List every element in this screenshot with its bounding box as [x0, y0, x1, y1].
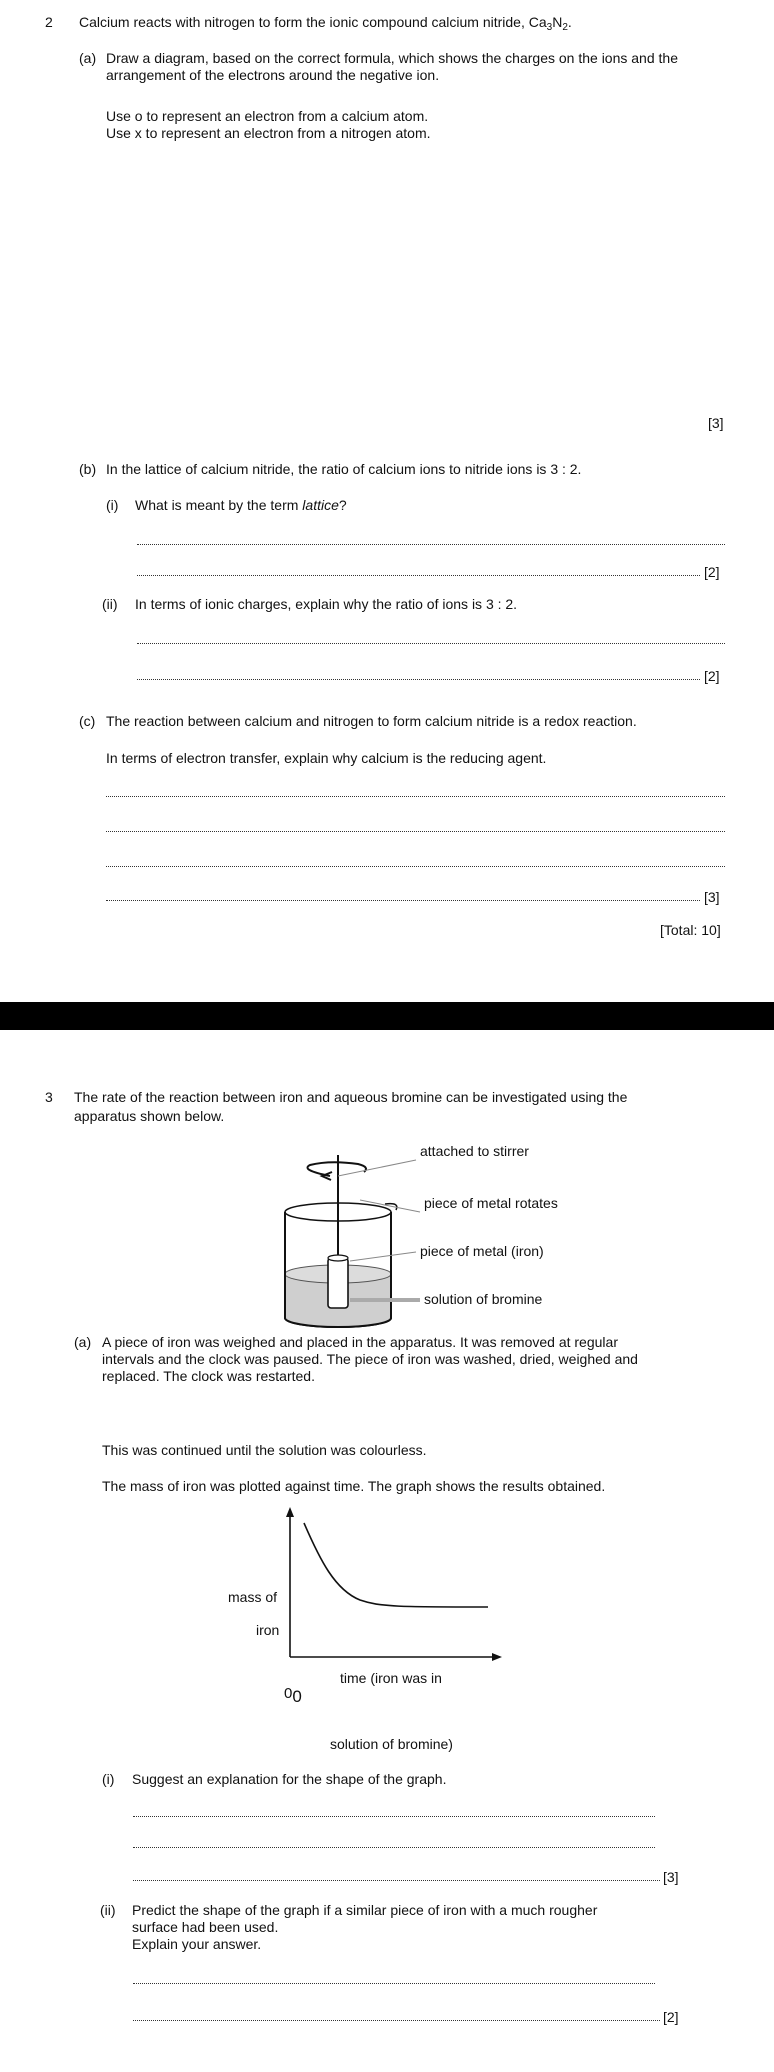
- q2a-line1: Draw a diagram, based on the correct formula, which shows the charges on the ions and the: [106, 50, 678, 66]
- q2c-text: The reaction between calcium and nitrogen to form calcium nitride is a redox reaction.: [106, 713, 637, 729]
- y-axis-arrow: [286, 1507, 294, 1517]
- q3a-label: (a): [74, 1334, 92, 1350]
- q2a-line2: arrangement of the electrons around the negative ion.: [106, 67, 440, 83]
- answer-line[interactable]: [106, 831, 725, 832]
- answer-line[interactable]: [106, 866, 725, 867]
- q3aii-marks: [2]: [663, 2009, 679, 2025]
- q2-intro: Calcium reacts with nitrogen to form the ionic compound calcium nitride, $Ca_3N_2$.: [79, 14, 572, 33]
- answer-line[interactable]: [133, 1816, 655, 1817]
- mass-time-graph: [280, 1505, 510, 1665]
- answer-line[interactable]: [137, 544, 725, 545]
- q3-intro-line2: apparatus shown below.: [74, 1108, 225, 1124]
- mass-curve: [304, 1523, 488, 1607]
- x-axis-arrow: [492, 1653, 502, 1661]
- q2b-label: (b): [79, 461, 97, 477]
- answer-line[interactable]: [133, 1847, 655, 1848]
- q3a-para2: This was continued until the solution was colourless.: [102, 1442, 427, 1458]
- graph-origin: 00: [284, 1685, 302, 1706]
- q3a-line3: replaced. The clock was restarted.: [102, 1368, 315, 1384]
- q3ai-marks: [3]: [663, 1869, 679, 1885]
- answer-line[interactable]: [137, 575, 700, 576]
- q2c-label: (c): [79, 713, 96, 729]
- q2a-use-o: Use o to represent an electron from a calcium atom.: [106, 108, 429, 124]
- q2bii-label: (ii): [102, 596, 118, 612]
- q2bii-marks: [2]: [704, 668, 720, 684]
- graph-ylabel-line2: iron: [256, 1622, 280, 1638]
- q2-total: [Total: 10]: [660, 922, 721, 938]
- answer-line[interactable]: [106, 900, 700, 901]
- q2c-prompt: In terms of electron transfer, explain why calcium is the reducing agent.: [106, 750, 547, 766]
- q3aii-line3: Explain your answer.: [132, 1936, 262, 1952]
- q2a-use-x: Use x to represent an electron from a nitrogen atom.: [106, 125, 431, 141]
- q2bii-question: In terms of ionic charges, explain why the ratio of ions is 3 : 2.: [135, 596, 518, 612]
- answer-line[interactable]: [137, 643, 725, 644]
- q3a-line1: A piece of iron was weighed and placed in the apparatus. It was removed at regular: [102, 1334, 618, 1350]
- q2a-marks: [3]: [708, 415, 724, 431]
- graph-caption: solution of bromine): [330, 1736, 453, 1752]
- q3a-para3: The mass of iron was plotted against time. The graph shows the results obtained.: [102, 1478, 606, 1494]
- graph-ylabel-line1: mass of: [228, 1589, 278, 1605]
- q3aii-line2: surface had been used.: [132, 1919, 279, 1935]
- label-attached-to-stirrer: attached to stirrer: [420, 1143, 529, 1159]
- q2b-text: In the lattice of calcium nitride, the ratio of calcium ions to nitride ions is 3 : 2.: [106, 461, 582, 477]
- q2bi-label: (i): [106, 497, 119, 513]
- answer-line[interactable]: [133, 1983, 655, 1984]
- q3a-line2: intervals and the clock was paused. The piece of iron was washed, dried, weighed and: [102, 1351, 638, 1367]
- q3ai-question: Suggest an explanation for the shape of the graph.: [132, 1771, 447, 1787]
- q3-intro-line1: The rate of the reaction between iron and aqueous bromine can be investigated using the: [74, 1089, 628, 1105]
- graph-xlabel: time (iron was in: [340, 1670, 442, 1686]
- q2a-label: (a): [79, 50, 97, 66]
- q3aii-line1: Predict the shape of the graph if a similar piece of iron with a much rougher: [132, 1902, 598, 1918]
- answer-line[interactable]: [137, 679, 700, 680]
- q2-number: 2: [45, 14, 53, 30]
- answer-line[interactable]: [133, 2020, 660, 2021]
- q2c-marks: [3]: [704, 889, 720, 905]
- label-piece-of-iron: piece of metal (iron): [420, 1243, 544, 1259]
- label-metal-rotates: piece of metal rotates: [424, 1195, 558, 1211]
- answer-line[interactable]: [133, 1880, 660, 1881]
- label-solution-of-bromine: solution of bromine: [424, 1291, 543, 1307]
- answer-line[interactable]: [106, 796, 725, 797]
- q2bi-question: What is meant by the term lattice?: [135, 497, 347, 513]
- q3aii-label: (ii): [100, 1902, 116, 1918]
- q3ai-label: (i): [102, 1771, 115, 1787]
- q2bi-marks: [2]: [704, 564, 720, 580]
- q3-number: 3: [45, 1089, 53, 1105]
- page-divider: [0, 1002, 774, 1030]
